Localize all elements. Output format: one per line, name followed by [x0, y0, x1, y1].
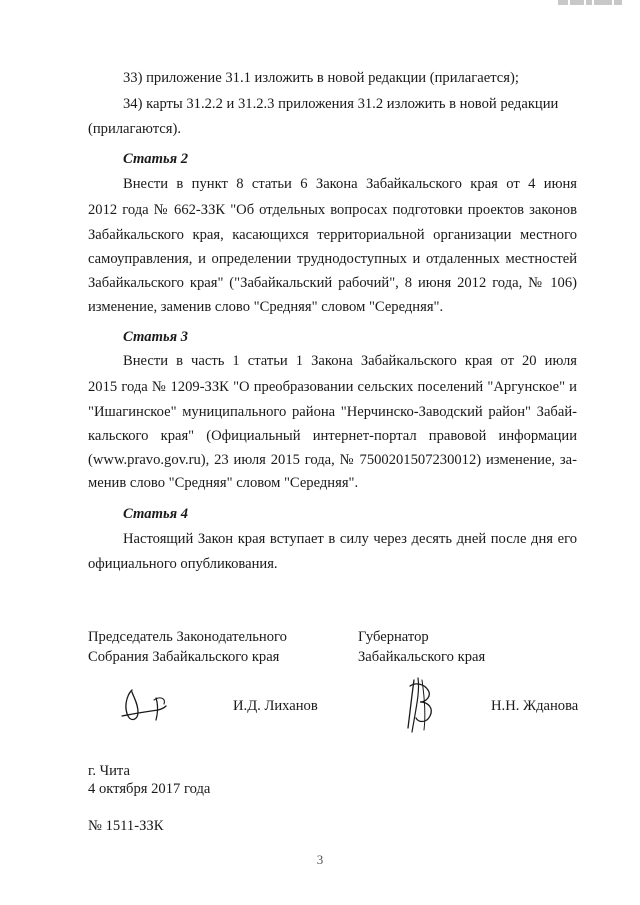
- item-34-line-1: 34) карты 31.2.2 и 31.2.3 приложения 31.2 изложить в новой редакции: [123, 96, 559, 112]
- page-number: 3: [316, 852, 324, 867]
- article-3-line: Внести в часть 1 статьи 1 Закона Забайкальского края от 20 июля: [123, 353, 577, 369]
- article-2-line: самоуправления, и определении труднодоступных и отдаленных местностей: [88, 251, 577, 267]
- article-4-heading: Статья 4: [123, 506, 189, 522]
- governor-name: Н.Н. Жданова: [491, 698, 579, 714]
- scan-corner-mark: [540, 0, 640, 6]
- article-2-line: Забайкальского края, касающихся территориальной организации местного: [88, 227, 577, 243]
- article-3-heading: Статья 3: [123, 329, 189, 345]
- chair-name: И.Д. Лиханов: [233, 698, 318, 714]
- article-2-line: Забайкальского края" ("Забайкальский рабочий", 8 июня 2012 года, № 106): [88, 275, 577, 291]
- governor-signature: [402, 674, 442, 736]
- item-34-line-2: (прилагаются).: [88, 121, 181, 137]
- chair-title-line-1: Председатель Законодательного: [88, 629, 287, 645]
- law-number: № 1511-ЗЗК: [88, 818, 164, 834]
- article-2-line: Внести в пункт 8 статьи 6 Закона Забайкальского края от 4 июня: [123, 176, 577, 192]
- article-3-line: менив слово "Средняя" словом "Середняя".: [88, 475, 359, 491]
- governor-title-line-1: Губернатор: [358, 629, 429, 645]
- article-3-line: "Ишагинское" муниципального района "Нерчинско-Заводский район" Забай-: [88, 404, 577, 420]
- chair-signature: [118, 686, 178, 728]
- law-date: 4 октября 2017 года: [88, 781, 211, 797]
- article-4-line: официального опубликования.: [88, 556, 278, 572]
- city: г. Чита: [88, 763, 130, 779]
- item-33: 33) приложение 31.1 изложить в новой редакции (прилагается);: [123, 70, 519, 86]
- article-2-line: 2012 года № 662-ЗЗК "Об отдельных вопросах подготовки проектов законов: [88, 202, 577, 218]
- article-2-heading: Статья 2: [123, 151, 189, 167]
- article-3-line: 2015 года № 1209-ЗЗК "О преобразовании сельских поселений "Аргунское" и: [88, 379, 577, 395]
- chair-title-line-2: Собрания Забайкальского края: [88, 649, 280, 665]
- article-4-line: Настоящий Закон края вступает в силу через десять дней после дня его: [123, 531, 577, 547]
- article-3-line: кальского края" (Официальный интернет-портал правовой информации: [88, 428, 577, 444]
- article-3-line: (www.pravo.gov.ru), 23 июля 2015 года, № 7500201507230012) изменение, за-: [88, 452, 577, 468]
- governor-title-line-2: Забайкальского края: [358, 649, 486, 665]
- article-2-line: изменение, заменив слово "Средняя" словом "Середняя".: [88, 299, 444, 315]
